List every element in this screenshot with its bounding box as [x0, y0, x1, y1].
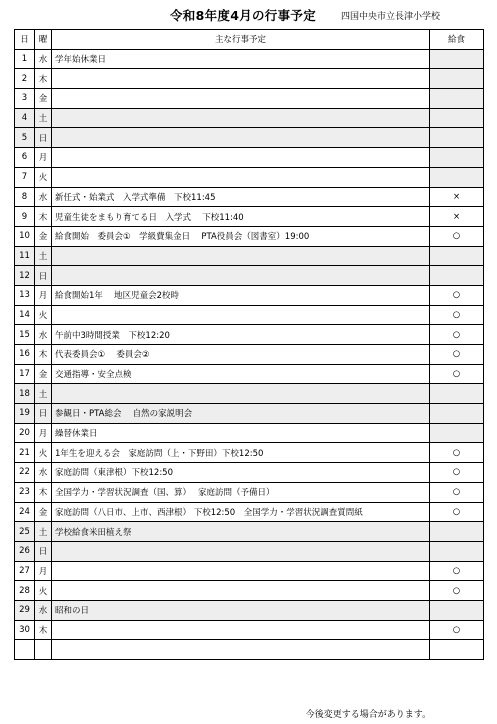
lunch-cell: ○ — [430, 325, 484, 345]
table-row — [15, 463, 484, 483]
day-cell: 23 — [15, 482, 35, 502]
day-cell: 5 — [15, 128, 35, 148]
day-cell: 10 — [15, 226, 35, 246]
table-row — [15, 69, 484, 89]
day-cell: 21 — [15, 443, 35, 463]
weekday-cell: 火 — [35, 305, 52, 325]
lunch-cell — [430, 640, 484, 660]
table-header-row — [15, 30, 484, 50]
event-cell: 給食開始 委員会① 学級費集金日 PTA役員会（図書室）19:00 — [52, 226, 430, 246]
day-cell: 7 — [15, 167, 35, 187]
day-cell: 11 — [15, 246, 35, 266]
day-cell: 17 — [15, 364, 35, 384]
table-row — [15, 167, 484, 187]
table-row — [15, 404, 484, 424]
weekday-cell: 金 — [35, 364, 52, 384]
table-row — [15, 108, 484, 128]
weekday-cell: 木 — [35, 482, 52, 502]
weekday-cell: 土 — [35, 384, 52, 404]
lunch-cell — [430, 541, 484, 561]
day-cell: 15 — [15, 325, 35, 345]
table-row — [15, 266, 484, 286]
weekday-cell — [35, 640, 52, 660]
event-cell: 学校給食米田植え祭 — [52, 522, 430, 542]
weekday-cell: 水 — [35, 463, 52, 483]
day-cell: 12 — [15, 266, 35, 286]
lunch-cell: ○ — [430, 482, 484, 502]
table-row — [15, 640, 484, 660]
event-cell — [52, 620, 430, 640]
weekday-cell: 火 — [35, 581, 52, 601]
weekday-cell: 月 — [35, 148, 52, 168]
lunch-cell: ○ — [430, 463, 484, 483]
day-cell: 14 — [15, 305, 35, 325]
day-cell: 20 — [15, 423, 35, 443]
event-cell — [52, 561, 430, 581]
event-cell — [52, 581, 430, 601]
weekday-cell: 月 — [35, 561, 52, 581]
weekday-cell: 日 — [35, 404, 52, 424]
event-cell — [52, 384, 430, 404]
table-row — [15, 443, 484, 463]
weekday-cell: 日 — [35, 266, 52, 286]
lunch-cell — [430, 246, 484, 266]
weekday-cell: 木 — [35, 620, 52, 640]
weekday-cell: 土 — [35, 522, 52, 542]
lunch-cell: ○ — [430, 443, 484, 463]
event-cell: 昭和の日 — [52, 600, 430, 620]
lunch-cell: × — [430, 187, 484, 207]
table-row — [15, 384, 484, 404]
day-cell: 27 — [15, 561, 35, 581]
lunch-cell — [430, 108, 484, 128]
day-cell: 22 — [15, 463, 35, 483]
day-cell: 30 — [15, 620, 35, 640]
day-cell: 2 — [15, 69, 35, 89]
table-row — [15, 423, 484, 443]
event-cell — [52, 148, 430, 168]
lunch-cell — [430, 167, 484, 187]
event-cell: 新任式・始業式 入学式準備 下校11:45 — [52, 187, 430, 207]
weekday-cell: 木 — [35, 345, 52, 365]
weekday-cell: 金 — [35, 226, 52, 246]
lunch-cell — [430, 128, 484, 148]
table-row — [15, 187, 484, 207]
event-cell: 1年生を迎える会 家庭訪問（上・下野田）下校12:50 — [52, 443, 430, 463]
event-cell: 交通指導・安全点検 — [52, 364, 430, 384]
table-row — [15, 620, 484, 640]
day-cell: 25 — [15, 522, 35, 542]
lunch-cell — [430, 49, 484, 69]
event-cell: 家庭訪問（東津根）下校12:50 — [52, 463, 430, 483]
weekday-cell: 水 — [35, 600, 52, 620]
page-header — [0, 0, 497, 30]
day-cell: 1 — [15, 49, 35, 69]
event-cell: 全国学力・学習状況調査（国、算） 家庭訪問（予備日） — [52, 482, 430, 502]
event-cell — [52, 108, 430, 128]
table-row — [15, 246, 484, 266]
lunch-cell — [430, 423, 484, 443]
lunch-cell: ○ — [430, 285, 484, 305]
day-cell: 13 — [15, 285, 35, 305]
day-cell: 29 — [15, 600, 35, 620]
weekday-cell: 金 — [35, 502, 52, 522]
day-cell: 8 — [15, 187, 35, 207]
lunch-cell: ○ — [430, 305, 484, 325]
weekday-cell: 月 — [35, 423, 52, 443]
weekday-cell: 火 — [35, 167, 52, 187]
page-title: 令和8年度4月の行事予定 — [170, 8, 316, 23]
event-cell — [52, 266, 430, 286]
event-cell: 児童生徒をまもり育てる日 入学式 下校11:40 — [52, 207, 430, 227]
weekday-cell: 月 — [35, 285, 52, 305]
day-cell: 19 — [15, 404, 35, 424]
table-row — [15, 89, 484, 109]
event-cell: 午前中3時間授業 下校12:20 — [52, 325, 430, 345]
table-row — [15, 581, 484, 601]
table-row — [15, 226, 484, 246]
table-row — [15, 522, 484, 542]
day-cell: 16 — [15, 345, 35, 365]
day-cell: 3 — [15, 89, 35, 109]
weekday-cell: 水 — [35, 187, 52, 207]
weekday-cell: 土 — [35, 246, 52, 266]
column-header-event: 主な行事予定 — [52, 30, 430, 50]
lunch-cell: ○ — [430, 581, 484, 601]
lunch-cell: ○ — [430, 561, 484, 581]
weekday-cell: 水 — [35, 49, 52, 69]
lunch-cell — [430, 404, 484, 424]
lunch-cell — [430, 600, 484, 620]
schedule-table — [14, 29, 484, 660]
lunch-cell: ○ — [430, 620, 484, 640]
table-row — [15, 207, 484, 227]
lunch-cell — [430, 69, 484, 89]
table-row — [15, 148, 484, 168]
table-row — [15, 541, 484, 561]
column-header-weekday: 曜 — [35, 30, 52, 50]
column-header-day: 日 — [15, 30, 35, 50]
lunch-cell — [430, 522, 484, 542]
event-cell — [52, 128, 430, 148]
day-cell: 28 — [15, 581, 35, 601]
event-cell: 給食開始1年 地区児童会2校時 — [52, 285, 430, 305]
day-cell: 9 — [15, 207, 35, 227]
lunch-cell — [430, 89, 484, 109]
footer-note: 今後変更する場合があります。 — [305, 710, 431, 720]
lunch-cell: ○ — [430, 345, 484, 365]
table-row — [15, 128, 484, 148]
table-row — [15, 482, 484, 502]
weekday-cell: 日 — [35, 541, 52, 561]
event-cell — [52, 69, 430, 89]
weekday-cell: 木 — [35, 207, 52, 227]
lunch-cell: ○ — [430, 364, 484, 384]
event-cell — [52, 89, 430, 109]
day-cell: 4 — [15, 108, 35, 128]
weekday-cell: 金 — [35, 89, 52, 109]
day-cell: 24 — [15, 502, 35, 522]
lunch-cell — [430, 384, 484, 404]
day-cell: 26 — [15, 541, 35, 561]
event-cell: 学年始休業日 — [52, 49, 430, 69]
table-row — [15, 325, 484, 345]
table-row — [15, 364, 484, 384]
event-cell — [52, 246, 430, 266]
lunch-cell — [430, 148, 484, 168]
lunch-cell: ○ — [430, 502, 484, 522]
day-cell: 18 — [15, 384, 35, 404]
event-cell: 参観日・PTA総会 自然の家説明会 — [52, 404, 430, 424]
table-row — [15, 305, 484, 325]
event-cell — [52, 305, 430, 325]
table-row — [15, 49, 484, 69]
event-cell — [52, 167, 430, 187]
event-cell — [52, 640, 430, 660]
event-cell: 繰替休業日 — [52, 423, 430, 443]
weekday-cell: 水 — [35, 325, 52, 345]
lunch-cell — [430, 266, 484, 286]
day-cell — [15, 640, 35, 660]
table-row — [15, 600, 484, 620]
table-row — [15, 502, 484, 522]
event-cell: 家庭訪問（八日市、上市、西津根） 下校12:50 全国学力・学習状況調査質問紙 — [52, 502, 430, 522]
table-row — [15, 561, 484, 581]
weekday-cell: 火 — [35, 443, 52, 463]
table-row — [15, 285, 484, 305]
school-name: 四国中央市立長津小学校 — [341, 12, 441, 22]
weekday-cell: 木 — [35, 69, 52, 89]
day-cell: 6 — [15, 148, 35, 168]
weekday-cell: 土 — [35, 108, 52, 128]
column-header-lunch: 給食 — [430, 30, 484, 50]
event-cell: 代表委員会① 委員会② — [52, 345, 430, 365]
lunch-cell: × — [430, 207, 484, 227]
table-row — [15, 345, 484, 365]
event-cell — [52, 541, 430, 561]
lunch-cell: ○ — [430, 226, 484, 246]
weekday-cell: 日 — [35, 128, 52, 148]
